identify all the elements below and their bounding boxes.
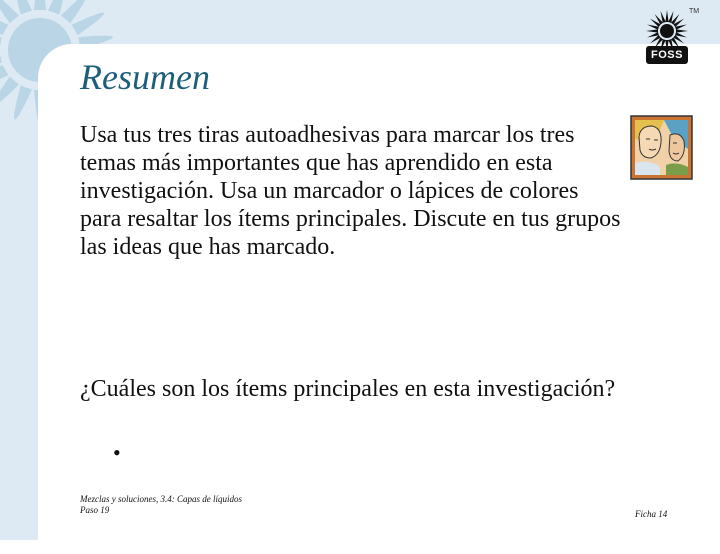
footer-page-label: Ficha 14 xyxy=(635,509,668,519)
instructions-paragraph: Usa tus tres tiras autoadhesivas para marcar los tres temas más importantes que has aprendido en esta investigación. Usa un marcador o lápices de colores para resaltar los ítems principales. Discute en tus grupos las ideas que has marcado. xyxy=(80,122,621,260)
slide-title: Resumen xyxy=(80,57,210,97)
footer-source-line1: Mezclas y soluciones, 3.4: Capas de líquidos xyxy=(80,494,242,504)
question-text: ¿Cuáles son los ítems principales en esta investigación? xyxy=(80,376,616,402)
footer-source-line2: Paso 19 xyxy=(80,505,110,515)
footer-source xyxy=(80,494,242,516)
logo-text: FOSS xyxy=(651,49,683,61)
trademark-mark: TM xyxy=(689,8,700,15)
empty-bullet: • xyxy=(113,440,121,465)
people-discussion-icon xyxy=(630,115,693,180)
